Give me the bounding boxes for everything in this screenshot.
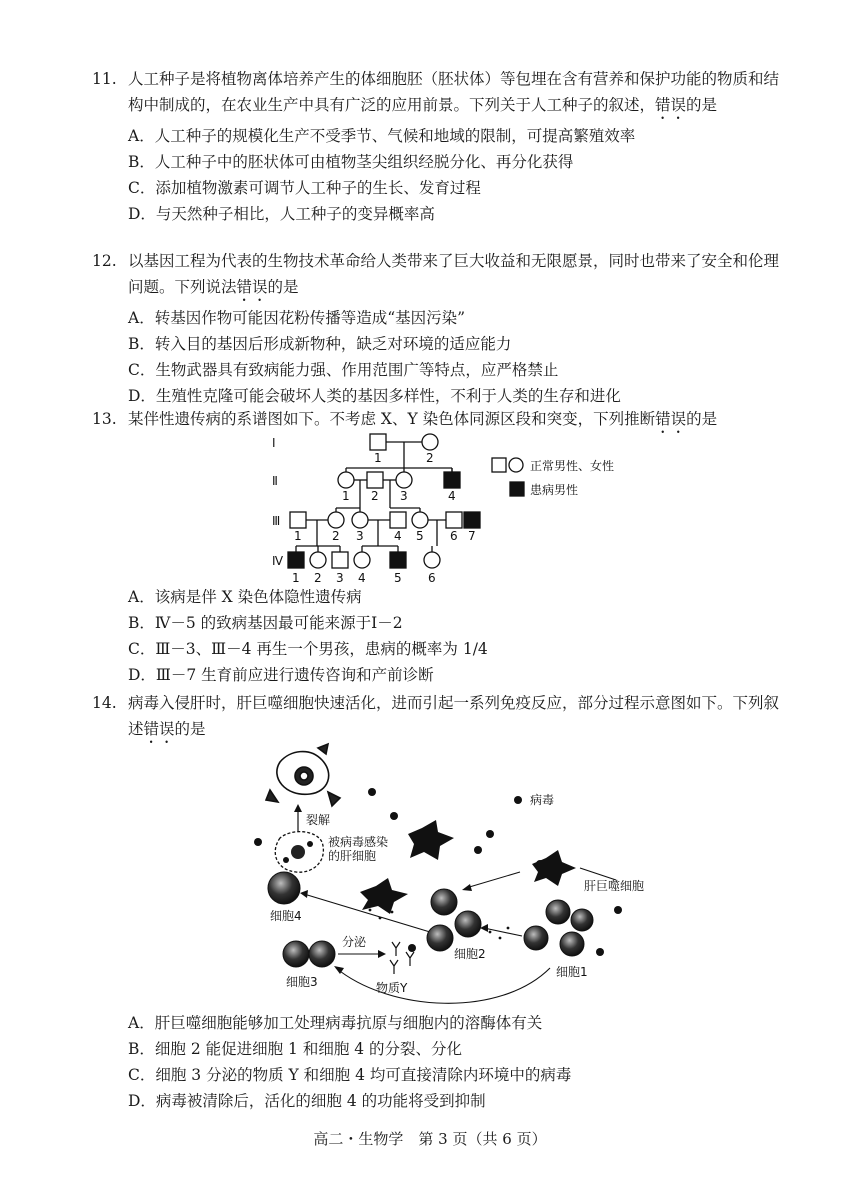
question-12 [92, 248, 792, 409]
id-iv-2: 2 [314, 571, 322, 585]
label-lysis: 裂解 [306, 813, 331, 827]
id-iv-6: 6 [428, 571, 436, 585]
question-stem: 病毒入侵肝时，肝巨噬细胞快速活化，进而引起一系列免疫反应，部分过程示意图如下。下列叙述错误的是 [128, 694, 780, 738]
option-c: C．生物武器具有致病能力强、作用范围广等特点，应严格禁止 [128, 361, 559, 379]
question-14-options [92, 1010, 792, 1114]
question-stem: 以基因工程为代表的生物技术革命给人类带来了巨大收益和无限愿景，同时也带来了安全和伦理问题。下列说法错误的是 [128, 252, 780, 296]
id-iii-7: 7 [468, 529, 476, 543]
option-d: D．与天然种子相比，人工种子的变异概率高 [128, 205, 435, 223]
id-ii-2: 2 [371, 489, 379, 503]
lysed-cell-icon [266, 744, 340, 806]
label-substance-y: 物质Y [376, 981, 408, 995]
id-ii-1: 1 [342, 489, 350, 503]
gen-label-iii: Ⅲ [272, 514, 281, 528]
option-c: C．细胞 3 分泌的物质 Y 和细胞 4 均可直接清除内环境中的病毒 [128, 1066, 572, 1084]
gen-label-i: Ⅰ [272, 436, 276, 450]
id-ii-3: 3 [400, 489, 408, 503]
label-secrete: 分泌 [342, 935, 367, 949]
id-iii-4: 4 [394, 529, 402, 543]
option-b: B．细胞 2 能促进细胞 1 和细胞 4 的分裂、分化 [128, 1040, 463, 1058]
option-d: D．Ⅲ－7 生育前应进行遗传咨询和产前诊断 [128, 666, 434, 684]
id-i-1: 1 [374, 451, 382, 465]
kupffer-cell-icon [360, 820, 576, 914]
option-a: A．该病是伴 X 染色体隐性遗传病 [128, 588, 362, 606]
option-b: B．转入目的基因后形成新物种，缺乏对环境的适应能力 [128, 335, 512, 353]
cell-1-icon [524, 900, 593, 956]
id-iii-6: 6 [450, 529, 458, 543]
question-stem: 人工种子是将植物离体培养产生的体细胞胚（胚状体）等包埋在含有营养和保护功能的物质和结构中制成的，在农业生产中具有广泛的应用前景。下列关于人工种子的叙述，错误的是 [128, 70, 780, 114]
question-number: 11. [92, 70, 117, 88]
option-d: D．生殖性克隆可能会破坏人类的基因多样性，不利于人类的生存和进化 [128, 387, 621, 405]
gen-label-ii: Ⅱ [272, 474, 278, 488]
label-cell-1: 细胞1 [556, 965, 588, 979]
question-number: 12. [92, 252, 117, 270]
label-infected-2: 的肝细胞 [328, 849, 377, 863]
page-footer: 高二・生物学 第 3 页（共 6 页） [313, 1130, 547, 1148]
question-11 [92, 66, 792, 227]
id-iv-4: 4 [358, 571, 366, 585]
cell-4-icon [268, 872, 300, 904]
id-iii-3: 3 [356, 529, 364, 543]
cell-3-icon [283, 941, 335, 967]
option-c: C．Ⅲ－3、Ⅲ－4 再生一个男孩，患病的概率为 1/4 [128, 640, 488, 658]
option-a: A．人工种子的规模化生产不受季节、气候和地域的限制，可提高繁殖效率 [128, 127, 636, 145]
id-iii-2: 2 [332, 529, 340, 543]
id-iv-5: 5 [394, 571, 402, 585]
id-ii-4: 4 [448, 489, 456, 503]
id-iii-1: 1 [294, 529, 302, 543]
legend-affected: 患病男性 [530, 483, 579, 497]
id-iv-3: 3 [336, 571, 344, 585]
option-c: C．添加植物激素可调节人工种子的生长、发育过程 [128, 179, 481, 197]
id-iii-5: 5 [416, 529, 424, 543]
question-14 [92, 690, 792, 747]
question-stem: 某伴性遗传病的系谱图如下。不考虑 X、Y 染色体同源区段和突变，下列推断错误的是 [128, 410, 718, 428]
immune-diagram [240, 742, 680, 1006]
pedigree-chart [250, 428, 670, 588]
cell-2-icon [427, 889, 481, 951]
question-13-options [92, 584, 792, 688]
label-cell-4: 细胞4 [270, 909, 302, 923]
label-infected-1: 被病毒感染 [328, 835, 389, 849]
option-d: D．病毒被清除后，活化的细胞 4 的功能将受到抑制 [128, 1092, 486, 1110]
question-number: 14. [92, 694, 117, 712]
id-i-2: 2 [426, 451, 434, 465]
question-number: 13. [92, 410, 117, 428]
label-kupffer: 肝巨噬细胞 [584, 879, 645, 893]
option-b: B．人工种子中的胚状体可由植物茎尖组织经脱分化、再分化获得 [128, 153, 574, 171]
legend-normal: 正常男性、女性 [530, 459, 615, 473]
option-a: A．转基因作物可能因花粉传播等造成“基因污染” [128, 309, 466, 327]
gen-label-iv: Ⅳ [272, 554, 284, 568]
label-virus: 病毒 [530, 793, 555, 807]
infected-liver-cell-icon [275, 832, 323, 873]
id-iv-1: 1 [292, 571, 300, 585]
option-a: A．肝巨噬细胞能够加工处理病毒抗原与细胞内的溶酶体有关 [128, 1014, 543, 1032]
option-b: B．Ⅳ－5 的致病基因最可能来源于Ⅰ－2 [128, 614, 403, 632]
label-cell-3: 细胞3 [286, 975, 318, 989]
label-cell-2: 细胞2 [454, 947, 486, 961]
